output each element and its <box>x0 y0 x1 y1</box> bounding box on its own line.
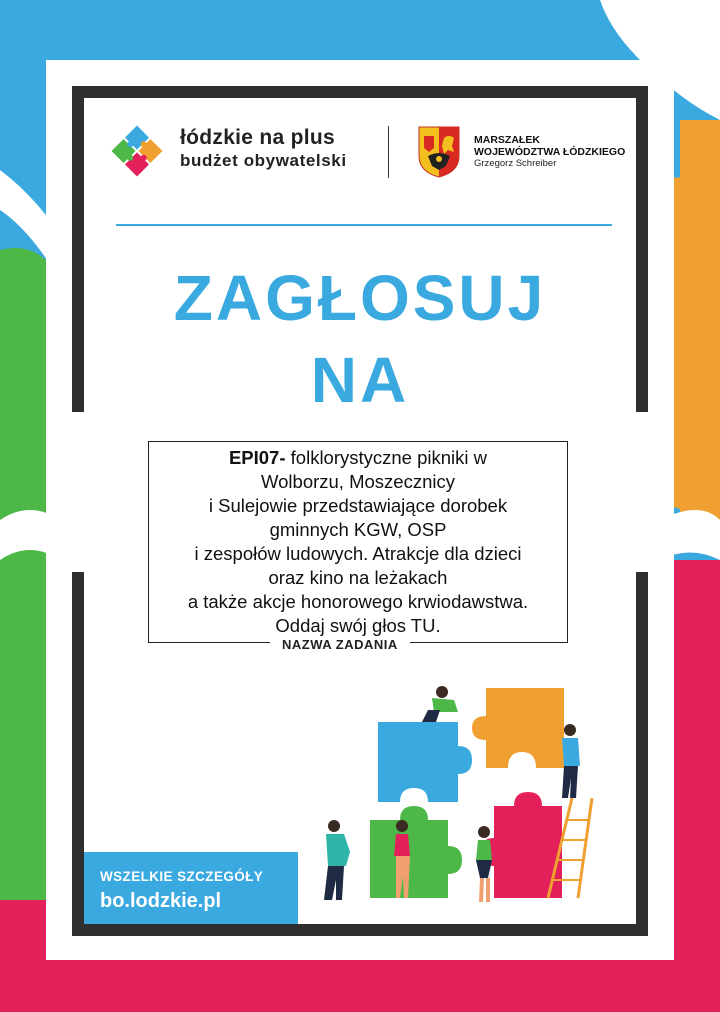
task-line-8: Oddaj swój głos TU. <box>275 615 441 636</box>
task-line-4: gminnych KGW, OSP <box>269 519 447 540</box>
task-code: EPI07- <box>228 447 286 468</box>
coat-of-arms-icon <box>418 126 460 178</box>
task-line-5: i zespołów ludowych. Atrakcje dla dzieci <box>194 543 522 564</box>
task-line-1 <box>154 446 562 470</box>
marshal-label <box>474 134 625 170</box>
puzzle-logo-icon <box>108 122 166 180</box>
task-line-1-text: folklorystyczne pikniki w <box>285 447 488 468</box>
task-line-7: a także akcje honorowego krwiodawstwa. <box>187 591 529 612</box>
task-line-3: i Sulejowie przedstawiające dorobek <box>208 495 508 516</box>
brand-line-1: łódzkie na plus <box>180 126 336 149</box>
details-label: WSZELKIE SZCZEGÓŁY <box>100 869 264 884</box>
task-name-label: NAZWA ZADANIA <box>270 636 410 654</box>
headline-on: NA <box>310 344 410 416</box>
brand-line-2: budżet obywatelski <box>180 151 347 170</box>
marshal-line-1: MARSZAŁEK <box>474 134 540 146</box>
task-description <box>154 446 562 638</box>
details-link[interactable]: bo.lodzkie.pl <box>100 890 222 912</box>
headline-vote: ZAGŁOSUJ <box>173 262 547 334</box>
logo-separator <box>388 126 389 178</box>
task-line-2: Wolborzu, Moszecznicy <box>261 471 455 492</box>
header-divider <box>116 224 612 226</box>
puzzle-people-illustration <box>316 680 616 912</box>
marshal-line-2: WOJEWÓDZTWA ŁÓDZKIEGO <box>474 146 626 158</box>
details-box[interactable] <box>84 852 298 924</box>
brand-name <box>180 126 347 172</box>
marshal-name: Grzegorz Schreiber <box>474 158 557 169</box>
task-line-6: oraz kino na leżakach <box>268 567 448 588</box>
